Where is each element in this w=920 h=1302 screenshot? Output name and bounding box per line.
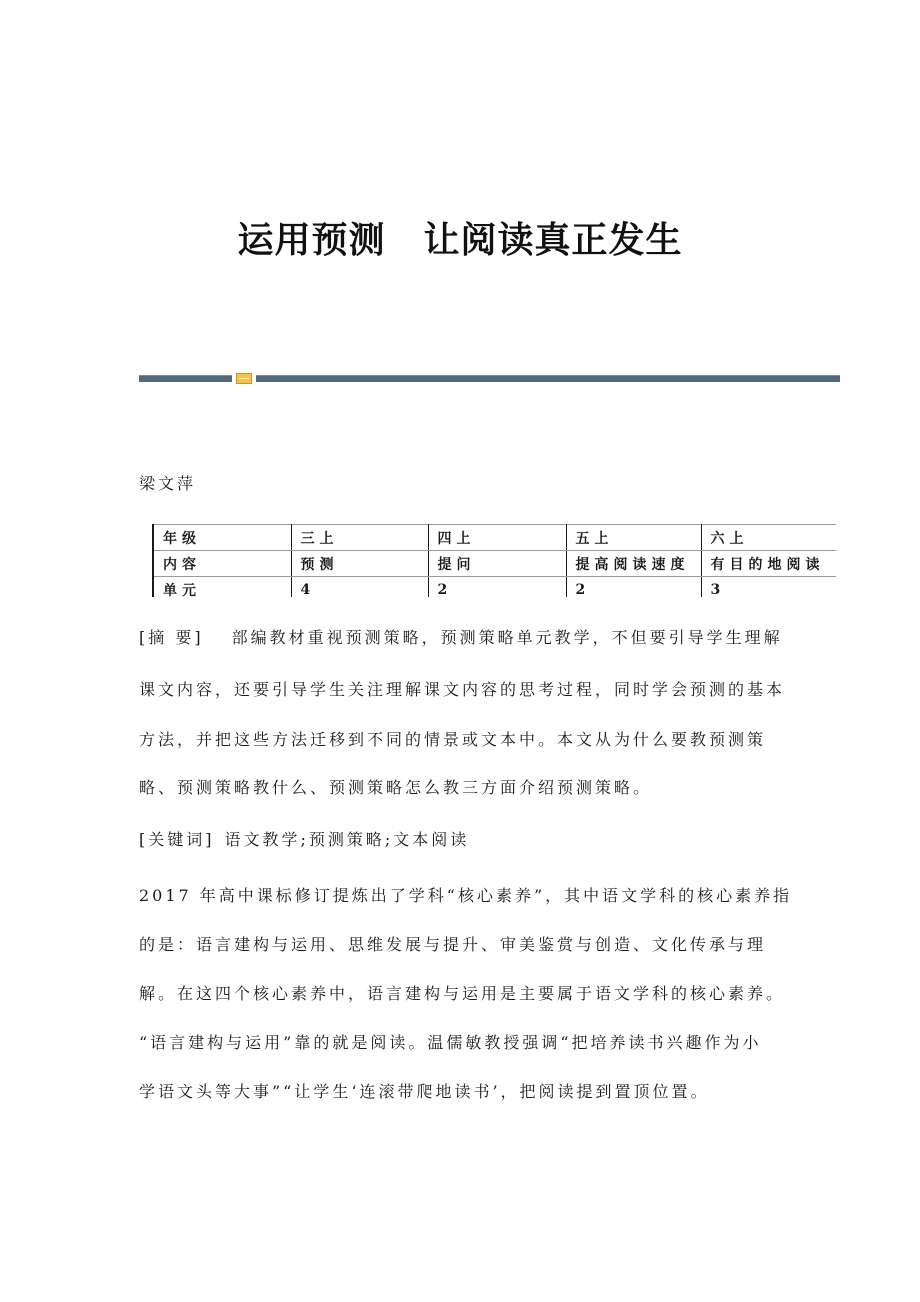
table-cell: 四上: [428, 525, 566, 551]
table-cell: 单元: [153, 577, 291, 598]
units-table-image: [152, 524, 836, 597]
table-cell: 提问: [428, 551, 566, 577]
divider-ornament-icon: [236, 373, 252, 384]
divider-bar-right: [256, 375, 840, 382]
table-cell: 2: [566, 577, 701, 598]
table-cell: 有目的地阅读: [701, 551, 836, 577]
table-cell: 三上: [291, 525, 428, 551]
table-cell: 内容: [153, 551, 291, 577]
abstract-line-1: [139, 626, 783, 650]
abstract-line-4: 略、预测策略教什么、预测策略怎么教三方面介绍预测策略。: [139, 778, 653, 797]
title-part-1: 运用预测: [237, 219, 386, 261]
abstract-line-3: 方法，并把这些方法迁移到不同的情景或文本中。本文从为什么要教预测策: [139, 730, 767, 749]
table-cell: 年级: [153, 525, 291, 551]
abstract-label: [摘 要]: [139, 628, 204, 647]
abstract-line-2: 课文内容，还要引导学生关注理解课文内容的思考过程，同时学会预测的基本: [139, 680, 786, 699]
author-name: 梁文萍: [139, 474, 197, 493]
body-line-3: 解。在这四个核心素养中，语言建构与运用是主要属于语文学科的核心素养。: [139, 984, 786, 1003]
page-title: [0, 218, 920, 262]
table-cell: 提高阅读速度: [566, 551, 701, 577]
body-line-1: 2017 年高中课标修订提炼出了学科“核心素养”，其中语文学科的核心素养指: [139, 886, 793, 905]
keywords-label: [关键词]: [139, 830, 215, 849]
table-cell: 六上: [701, 525, 836, 551]
keywords-value: 语文教学;预测策略;文本阅读: [224, 830, 470, 849]
table-row-grade: [153, 525, 836, 551]
table-cell: 五上: [566, 525, 701, 551]
title-part-2: 让阅读真正发生: [423, 219, 683, 261]
body-line-4: “语言建构与运用”靠的就是阅读。温儒敏教授强调“把培养读书兴趣作为小: [139, 1033, 762, 1052]
divider-bar-left: [139, 375, 232, 382]
keywords-line: [139, 828, 469, 852]
table-row-content: [153, 551, 836, 577]
table-cell: 4: [291, 577, 428, 598]
body-line-2: 的是：语言建构与运用、思维发展与提升、审美鉴赏与创造、文化传承与理: [139, 935, 767, 954]
units-table: [152, 524, 836, 597]
body-line-5: 学语文头等大事”“让学生‘连滚带爬地读书’，把阅读提到置顶位置。: [139, 1082, 710, 1101]
table-row-unit: [153, 577, 836, 598]
abstract-text: 部编教材重视预测策略，预测策略单元教学，不但要引导学生理解: [231, 628, 783, 647]
table-cell: 3: [701, 577, 836, 598]
table-cell: 2: [428, 577, 566, 598]
table-cell: 预测: [291, 551, 428, 577]
